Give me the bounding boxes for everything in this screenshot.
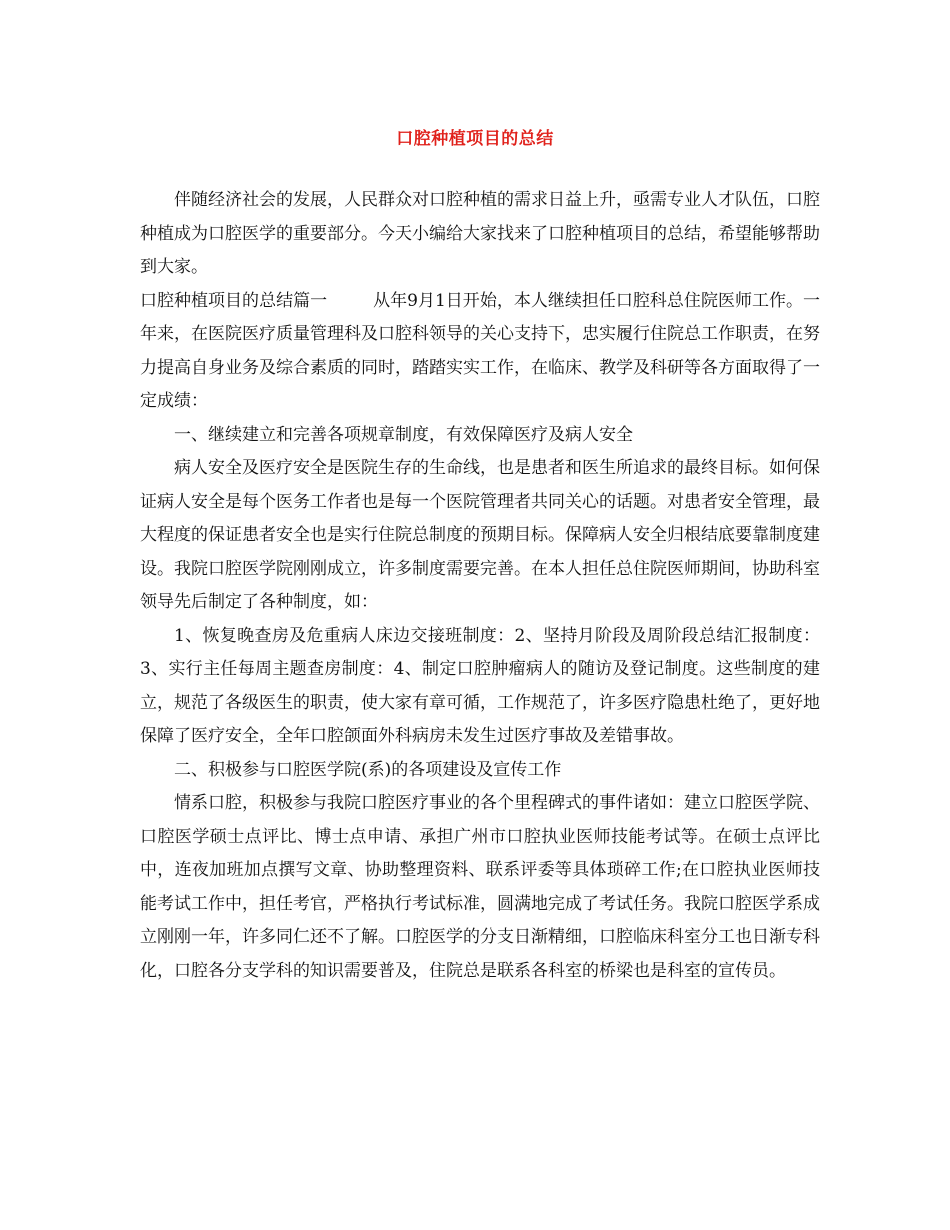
body-paragraph-2: 1、恢复晚查房及危重病人床边交接班制度：2、坚持月阶段及周阶段总结汇报制度：3、实行主任每周主题查房制度：4、制定口腔肿瘤病人的随访及登记制度。这些制度的建立，规范了各级医生的职责，使大家有章可循，工作规范了，许多医疗隐患杜绝了，更好地保障了医疗安全，全年口腔颌面外科病房未发生过医疗事故及差错事故。 — [140, 625, 820, 746]
part-opening: 从年9月1日开始，本人继续担任口腔科总住院医师工作。一年来，在医院医疗质量管理科及口腔科领导的关心支持下，忠实履行住院总工作职责，在努力提高自身业务及综合素质的同时，踏踏实实工作，在临床、教学及科研等各方面取得了一定成绩： — [140, 290, 820, 411]
part-paragraph — [140, 285, 820, 419]
intro-paragraph: 伴随经济社会的发展，人民群众对口腔种植的需求日益上升，亟需专业人才队伍，口腔种植成为口腔医学的重要部分。今天小编给大家找来了口腔种植项目的总结，希望能够帮助到大家。 — [140, 190, 820, 277]
section-heading-1: 一、继续建立和完善各项规章制度，有效保障医疗及病人安全 — [174, 424, 633, 445]
part-label: 口腔种植项目的总结篇一 — [140, 290, 328, 311]
section-heading-2: 二、积极参与口腔医学院(系)的各项建设及宣传工作 — [174, 759, 562, 780]
body-paragraph-1: 病人安全及医疗安全是医院生存的生命线，也是患者和医生所追求的最终目标。如何保证病人安全是每个医务工作者也是每一个医院管理者共同关心的话题。对患者安全管理，最大程度的保证患者安全也是实行住院总制度的预期目标。保障病人安全归根结底要靠制度建设。我院口腔医学院刚刚成立，许多制度需要完善。在本人担任总住院医师期间，协助科室领导先后制定了各种制度，如： — [140, 458, 820, 612]
body-paragraph-3: 情系口腔，积极参与我院口腔医疗事业的各个里程碑式的事件诸如：建立口腔医学院、口腔医学硕士点评比、博士点申请、承担广州市口腔执业医师技能考试等。在硕士点评比中，连夜加班加点撰写文章、协助整理资料、联系评委等具体琐碎工作;在口腔执业医师技能考试工作中，担任考官，严格执行考试标准，圆满地完成了考试任务。我院口腔医学系成立刚刚一年，许多同仁还不了解。口腔医学的分支日渐精细，口腔临床科室分工也日渐专科化，口腔各分支学科的知识需要普及，住院总是联系各科室的桥梁也是科室的宣传员。 — [140, 793, 820, 981]
document-body — [140, 184, 820, 988]
document-title: 口腔种植项目的总结 — [396, 129, 554, 149]
